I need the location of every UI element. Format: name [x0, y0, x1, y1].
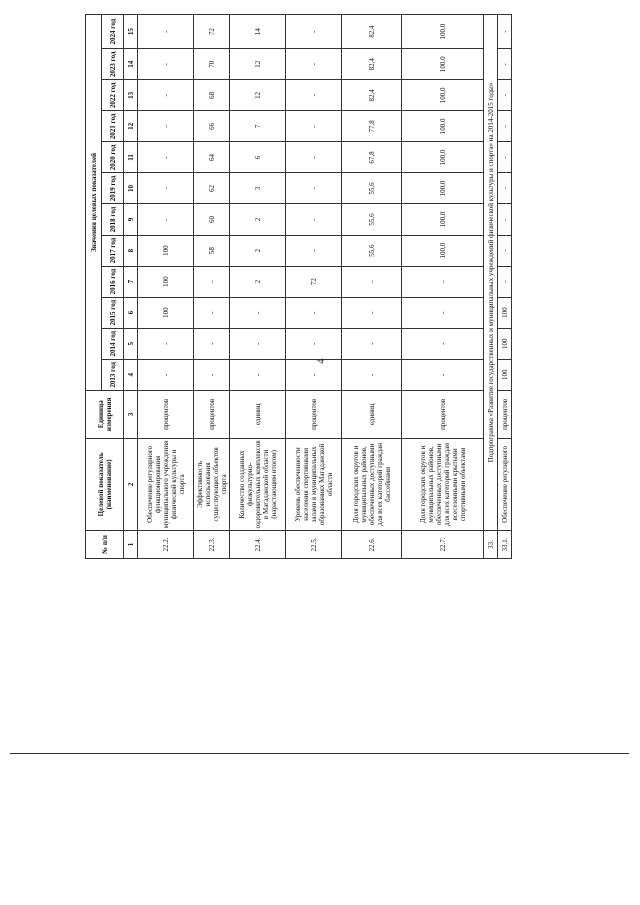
- row-value: -: [138, 49, 194, 80]
- row-value: 60: [194, 204, 230, 235]
- row-value: -: [286, 204, 342, 235]
- subprogram-num: 33.: [484, 530, 498, 558]
- row-value: 7: [230, 111, 286, 142]
- row-value: -: [138, 80, 194, 111]
- row-unit: единиц: [230, 390, 286, 438]
- header-year: 2014 год: [102, 328, 124, 359]
- header-year: 2023 год: [102, 49, 124, 80]
- table-row: [138, 15, 194, 559]
- row-name: Доля городских округов и муниципальных районов, обеспеченных доступными для всех категорий граждан всесезонными крытыми спортивными объектами: [402, 438, 484, 530]
- table-row: [230, 15, 286, 559]
- row-name: Обеспечение регулярного функционирования муниципального учреждения физической культуры и спорта: [138, 438, 194, 530]
- row-value: -: [498, 266, 512, 297]
- header-year: 2016 год: [102, 266, 124, 297]
- row-value: 12: [230, 80, 286, 111]
- table-row: [286, 15, 342, 559]
- header-col-index: 11: [124, 142, 138, 173]
- row-unit: процентов: [498, 390, 512, 438]
- row-value: -: [498, 80, 512, 111]
- row-value: -: [498, 173, 512, 204]
- row-value: 100,0: [402, 204, 484, 235]
- row-value: 100,0: [402, 173, 484, 204]
- header-col-index: 7: [124, 266, 138, 297]
- row-value: -: [402, 266, 484, 297]
- row-num: 22.4.: [230, 530, 286, 558]
- row-value: 3: [230, 173, 286, 204]
- header-values-group: Значения целевых показателей: [86, 15, 102, 391]
- row-name: Доля городских округов и муниципальных районов, обеспеченных доступными для всех категорий граждан бассейнами: [342, 438, 402, 530]
- row-value: -: [194, 266, 230, 297]
- row-value: -: [230, 297, 286, 328]
- row-value: 100: [138, 266, 194, 297]
- row-value: 2: [230, 204, 286, 235]
- table-row: [402, 15, 484, 559]
- subprogram-row: [484, 15, 498, 559]
- header-col-index: 13: [124, 80, 138, 111]
- row-value: 100: [138, 235, 194, 266]
- row-num: 22.3.: [194, 530, 230, 558]
- row-unit: процентов: [194, 390, 230, 438]
- row-value: -: [230, 359, 286, 390]
- row-value: -: [230, 328, 286, 359]
- row-value: -: [342, 297, 402, 328]
- header-col-index: 14: [124, 49, 138, 80]
- row-value: -: [498, 204, 512, 235]
- header-col-index: 1: [124, 530, 138, 558]
- row-value: -: [286, 15, 342, 49]
- row-value: 6: [230, 142, 286, 173]
- row-value: 82,4: [342, 15, 402, 49]
- row-value: 100,0: [402, 235, 484, 266]
- header-unit: Единица измерения: [86, 390, 124, 438]
- row-value: 100,0: [402, 49, 484, 80]
- row-value: -: [194, 328, 230, 359]
- header-year: 2020 год: [102, 142, 124, 173]
- row-value: 72: [286, 266, 342, 297]
- row-value: -: [286, 328, 342, 359]
- row-value: -: [286, 49, 342, 80]
- row-value: -: [138, 111, 194, 142]
- row-value: -: [498, 15, 512, 49]
- row-value: 64: [194, 142, 230, 173]
- row-value: 77,8: [342, 111, 402, 142]
- row-name: Обеспечение регулярного: [498, 438, 512, 530]
- header-year: 2018 год: [102, 204, 124, 235]
- row-unit: процентов: [402, 390, 484, 438]
- row-value: 100: [138, 297, 194, 328]
- row-value: 55,6: [342, 204, 402, 235]
- subprogram-title: Подпрограмма «Развитие государственных и муниципальных учреждений физической культуры и спорта» на 2014-2015 годы»: [484, 15, 498, 531]
- header-col-index: 12: [124, 111, 138, 142]
- header-col-index: 4: [124, 359, 138, 390]
- row-name: Количество созданных физкультурно-оздоровительных комплексов в Магаданской области (нарастающим итогом): [230, 438, 286, 530]
- row-value: 100,0: [402, 111, 484, 142]
- row-value: -: [498, 235, 512, 266]
- row-value: -: [138, 204, 194, 235]
- row-num: 22.6.: [342, 530, 402, 558]
- row-value: 72: [194, 15, 230, 49]
- page-divider: [10, 753, 629, 754]
- row-value: -: [138, 359, 194, 390]
- row-value: 12: [230, 49, 286, 80]
- table-row: [498, 15, 512, 559]
- row-value: -: [498, 49, 512, 80]
- row-value: -: [498, 142, 512, 173]
- row-value: -: [402, 297, 484, 328]
- row-value: 100,0: [402, 142, 484, 173]
- header-index-row: [124, 15, 138, 559]
- target-indicators-table: [85, 14, 512, 559]
- row-value: -: [402, 359, 484, 390]
- table-row: [342, 15, 402, 559]
- table-body: [138, 15, 512, 559]
- row-num: 22.2.: [138, 530, 194, 558]
- header-col-index: 2: [124, 438, 138, 530]
- row-value: -: [286, 142, 342, 173]
- header-col-index: 5: [124, 328, 138, 359]
- row-value: 100: [498, 297, 512, 328]
- row-value: 68: [194, 80, 230, 111]
- header-year: 2019 год: [102, 173, 124, 204]
- row-value: 2: [230, 235, 286, 266]
- header-col-index: 10: [124, 173, 138, 204]
- header-name: Целевой показатель (наименование): [86, 438, 124, 530]
- row-value: 67,8: [342, 142, 402, 173]
- row-value: 82,4: [342, 80, 402, 111]
- row-value: -: [498, 111, 512, 142]
- row-value: 14: [230, 15, 286, 49]
- row-value: -: [138, 15, 194, 49]
- table-row: [194, 15, 230, 559]
- row-unit: процентов: [138, 390, 194, 438]
- header-col-index: 6: [124, 297, 138, 328]
- header-year: 2024 год: [102, 15, 124, 49]
- header-col-index: 3: [124, 390, 138, 438]
- row-value: -: [342, 328, 402, 359]
- row-value: 70: [194, 49, 230, 80]
- header-year: 2022 год: [102, 80, 124, 111]
- row-value: 2: [230, 266, 286, 297]
- row-value: -: [194, 297, 230, 328]
- row-value: 55,6: [342, 173, 402, 204]
- header-year: 2017 год: [102, 235, 124, 266]
- row-num: 22.5.: [286, 530, 342, 558]
- row-name: Уровень обеспеченности населения спортивными залами в муниципальных образованиях Магаданской области: [286, 438, 342, 530]
- row-value: 100,0: [402, 80, 484, 111]
- page-number: 4: [315, 358, 327, 364]
- row-value: -: [286, 297, 342, 328]
- row-value: 100: [498, 328, 512, 359]
- row-value: -: [286, 111, 342, 142]
- row-num: 33.1.: [498, 530, 512, 558]
- row-value: 66: [194, 111, 230, 142]
- row-value: 58: [194, 235, 230, 266]
- header-year: 2021 год: [102, 111, 124, 142]
- row-num: 22.7.: [402, 530, 484, 558]
- row-value: -: [286, 80, 342, 111]
- header-col-index: 9: [124, 204, 138, 235]
- header-year: 2015 год: [102, 297, 124, 328]
- row-value: -: [194, 359, 230, 390]
- header-num: № п/п: [86, 530, 124, 558]
- row-value: -: [286, 235, 342, 266]
- row-unit: единиц: [342, 390, 402, 438]
- row-value: -: [342, 266, 402, 297]
- row-unit: процентов: [286, 390, 342, 438]
- row-name: Эффективность использования существующих объектов спорта: [194, 438, 230, 530]
- row-value: -: [138, 142, 194, 173]
- row-value: 62: [194, 173, 230, 204]
- row-value: -: [286, 173, 342, 204]
- rotated-table-container: [85, 14, 545, 559]
- row-value: -: [342, 359, 402, 390]
- row-value: -: [138, 328, 194, 359]
- row-value: 100: [498, 359, 512, 390]
- header-year: 2013 год: [102, 359, 124, 390]
- header-col-index: 8: [124, 235, 138, 266]
- row-value: 55,6: [342, 235, 402, 266]
- row-value: -: [286, 359, 342, 390]
- header-col-index: 15: [124, 15, 138, 49]
- row-value: 82,4: [342, 49, 402, 80]
- row-value: -: [402, 328, 484, 359]
- row-value: 100,0: [402, 15, 484, 49]
- row-value: -: [138, 173, 194, 204]
